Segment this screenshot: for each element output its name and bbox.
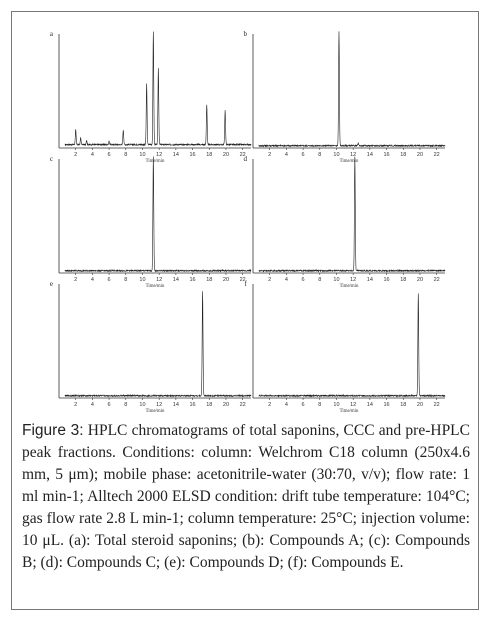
x-tick-label: 18 xyxy=(400,402,407,408)
x-tick-label: 6 xyxy=(301,277,305,283)
x-tick-label: 10 xyxy=(333,402,340,408)
x-tick-label: 10 xyxy=(139,277,146,283)
x-tick-label: 2 xyxy=(74,277,78,283)
x-tick-label: 8 xyxy=(124,152,128,158)
chart-d-svg xyxy=(243,155,449,290)
x-tick-label: 6 xyxy=(301,402,305,408)
x-tick-label: 18 xyxy=(206,277,213,283)
x-tick-label: 12 xyxy=(350,402,357,408)
chart-panel-a xyxy=(49,30,255,165)
x-tick-label: 16 xyxy=(383,277,390,283)
x-tick-label: 22 xyxy=(433,402,440,408)
signal-trace xyxy=(259,31,445,146)
panel-letter: c xyxy=(49,155,53,163)
x-tick-label: 8 xyxy=(124,402,128,408)
figure-caption xyxy=(22,420,470,574)
panel-letter: a xyxy=(49,30,53,38)
x-tick-label: 16 xyxy=(383,152,390,158)
chart-panel-e xyxy=(49,280,255,415)
x-tick-label: 14 xyxy=(172,152,179,158)
x-tick-label: 10 xyxy=(139,402,146,408)
x-axis-label: Time/min xyxy=(145,409,165,414)
x-tick-label: 16 xyxy=(189,277,196,283)
x-tick-label: 22 xyxy=(433,277,440,283)
x-tick-label: 16 xyxy=(189,402,196,408)
chart-panel-f xyxy=(244,280,449,415)
x-tick-label: 2 xyxy=(268,402,272,408)
x-tick-label: 20 xyxy=(222,152,230,158)
chart-panel-d xyxy=(243,155,449,290)
signal-trace xyxy=(259,294,445,397)
chart-f-svg xyxy=(244,280,449,415)
x-tick-label: 10 xyxy=(139,152,146,158)
x-tick-label: 2 xyxy=(268,277,272,283)
x-tick-label: 6 xyxy=(107,402,111,408)
x-tick-label: 8 xyxy=(318,152,322,158)
chart-a-svg xyxy=(49,30,255,165)
panel-letter: e xyxy=(49,280,53,288)
x-tick-label: 8 xyxy=(318,402,322,408)
x-axis-label: Time/min xyxy=(339,159,359,164)
x-tick-label: 18 xyxy=(400,152,407,158)
signal-trace xyxy=(259,157,445,272)
x-tick-label: 22 xyxy=(239,402,246,408)
x-tick-label: 8 xyxy=(124,277,128,283)
x-tick-label: 18 xyxy=(400,277,407,283)
x-tick-label: 6 xyxy=(301,152,305,158)
x-tick-label: 2 xyxy=(268,152,272,158)
x-axis-label: Time/min xyxy=(339,409,359,414)
x-tick-label: 16 xyxy=(189,152,196,158)
x-tick-label: 12 xyxy=(350,277,357,283)
x-tick-label: 22 xyxy=(239,277,246,283)
x-axis-label: Time/min xyxy=(145,284,165,289)
x-tick-label: 2 xyxy=(74,402,78,408)
x-tick-label: 2 xyxy=(74,152,78,158)
x-tick-label: 10 xyxy=(333,277,340,283)
x-axis-label: Time/min xyxy=(339,284,359,289)
figure-label: Figure 3: xyxy=(22,422,84,439)
x-tick-label: 12 xyxy=(350,152,357,158)
x-tick-label: 12 xyxy=(156,402,163,408)
x-tick-label: 6 xyxy=(107,152,111,158)
x-tick-label: 12 xyxy=(156,152,163,158)
x-tick-label: 20 xyxy=(222,402,230,408)
x-tick-label: 14 xyxy=(366,152,373,158)
x-tick-label: 14 xyxy=(172,402,179,408)
x-tick-label: 4 xyxy=(284,402,288,408)
x-tick-label: 4 xyxy=(284,152,288,158)
figure-caption-text: HPLC chromatograms of total saponins, CCC and pre-HPLC peak fractions. Conditions: column: Welchrom C18 column (250x4.6 mm, 5 μm); mobile phase: acetonitrile-water (30:70, v/v); flow rate: 1 ml min-1; Alltech 2000 ELSD condition: drift tube temperature: 104°C; gas flow rate 2.8 L min-1; column temperature: 25°C; injection volume: 10 μL. (a): Total steroid saponins; (b): Compounds A; (c): Compounds B; (d): Compounds C; (e): Compounds D; (f): Compounds E. xyxy=(22,422,470,571)
x-tick-label: 14 xyxy=(172,277,179,283)
x-tick-label: 20 xyxy=(416,402,424,408)
x-tick-label: 10 xyxy=(333,152,340,158)
x-tick-label: 22 xyxy=(433,152,440,158)
x-tick-label: 12 xyxy=(156,277,163,283)
x-tick-label: 18 xyxy=(206,402,213,408)
chart-panel-c xyxy=(49,155,255,290)
signal-trace xyxy=(65,291,251,396)
panel-letter: f xyxy=(244,280,247,288)
x-tick-label: 4 xyxy=(284,277,288,283)
x-tick-label: 14 xyxy=(366,402,373,408)
x-tick-label: 18 xyxy=(206,152,213,158)
x-tick-label: 20 xyxy=(416,152,424,158)
signal-trace xyxy=(65,157,251,272)
panel-letter: d xyxy=(243,155,247,163)
chart-panel-b xyxy=(243,30,449,165)
x-tick-label: 22 xyxy=(239,152,246,158)
x-tick-label: 20 xyxy=(222,277,230,283)
x-tick-label: 16 xyxy=(383,402,390,408)
chart-c-svg xyxy=(49,155,255,290)
x-tick-label: 20 xyxy=(416,277,424,283)
x-axis-label: Time/min xyxy=(145,159,165,164)
signal-trace xyxy=(65,32,251,146)
x-tick-label: 6 xyxy=(107,277,111,283)
panel-letter: b xyxy=(243,30,247,38)
x-tick-label: 4 xyxy=(90,402,94,408)
chart-e-svg xyxy=(49,280,255,415)
x-tick-label: 4 xyxy=(90,152,94,158)
x-tick-label: 14 xyxy=(366,277,373,283)
chart-b-svg xyxy=(243,30,449,165)
x-tick-label: 8 xyxy=(318,277,322,283)
x-tick-label: 4 xyxy=(90,277,94,283)
